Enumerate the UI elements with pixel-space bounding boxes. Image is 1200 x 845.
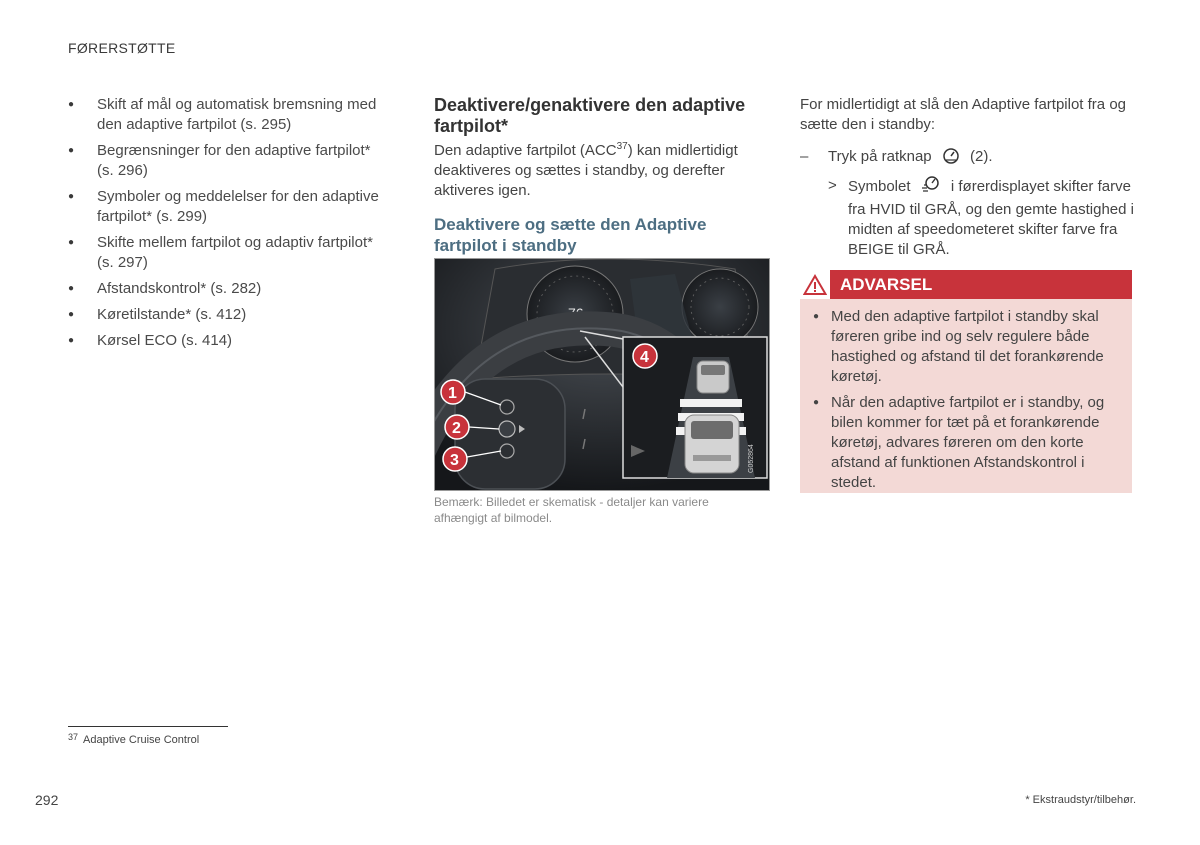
list-item[interactable]: ● Skift af mål og automatisk bremsning med den adaptive fartpilot (s. 295) [68,95,388,135]
list-item[interactable]: ● Køretilstande* (s. 412) [68,305,388,325]
list-item[interactable]: ● Begrænsninger for den adaptive fartpilot* (s. 296) [68,141,388,181]
svg-text:1: 1 [448,385,457,402]
instruction-result [800,176,1135,260]
footnote-text: Adaptive Cruise Control [83,734,200,746]
list-item[interactable]: ● Symboler og meddelelser for den adaptive fartpilot* (s. 299) [68,187,388,227]
footnote-number: 37 [68,732,79,742]
intro-text-before: Den adaptive fartpilot (ACC [434,142,617,159]
svg-text:2: 2 [452,420,461,437]
warning-header [800,270,1132,299]
main-column [434,95,769,264]
footer-note: * Ekstraudstyr/tilbehør. [1025,794,1136,806]
instructions-column [800,95,1135,260]
warning-triangle-icon [800,270,830,299]
figure-caption: Bemærk: Billedet er skematisk - detaljer kan variere afhængigt af bilmodel. [434,495,709,525]
callout-4 [633,344,657,368]
warning-item: ● Når den adaptive fartpilot er i standby, og bilen kommer for tæt på et forankørende køretøj, advares føreren om den korte afstand af funktionen Afstandskontrol i stedet. [813,393,1122,493]
result-text-after: i førerdisplayet skifter farve fra HVID til GRÅ, og den gemte hastighed i midten af speedometeret skifter farve fra BEIGE til GRÅ. [848,178,1134,258]
footnote [68,732,199,746]
footnote-divider [68,726,228,727]
svg-text:4: 4 [640,349,649,366]
step-text-before: Tryk på ratknap [828,148,932,165]
illustration-svg [435,259,769,490]
list-item[interactable]: ● Skifte mellem fartpilot og adaptiv fartpilot* (s. 297) [68,233,388,273]
list-item[interactable]: ● Afstandskontrol* (s. 282) [68,279,388,299]
result-marker: > [828,177,837,194]
page-number: 292 [35,792,59,808]
step-dash: – [800,148,809,165]
warning-title: ADVARSEL [840,274,933,294]
speed-readout: 76 [568,305,584,321]
page-header: FØRERSTØTTE [68,40,176,56]
result-text-before: Symbolet [848,178,911,195]
tachometer-gauge [682,269,758,345]
steering-wheel-illustration [434,258,770,491]
cruise-control-symbol-icon [921,176,941,200]
related-links-column [68,95,388,357]
svg-text:3: 3 [450,452,459,469]
instructions-intro: For midlertidigt at slå den Adaptive fartpilot fra og sætte den i standby: [800,96,1127,133]
instruction-step [800,147,1135,170]
intro-paragraph [434,141,769,201]
warning-list [800,299,1132,493]
section-heading: Deaktivere/genaktivere den adaptive fartpilot* [434,95,746,136]
list-item[interactable]: ● Kørsel ECO (s. 414) [68,331,388,351]
intro-text-after: ) kan midlertidigt deaktiveres og sættes i standby, og derefter aktiveres igen. [434,142,738,199]
subsection-heading: Deaktivere og sætte den Adaptive fartpilot i standby [434,215,707,255]
step-text-after: (2). [970,148,993,165]
warning-item: ● Med den adaptive fartpilot i standby skal føreren gribe ind og selv regulere både hastighed og afstand til det forankørende køretøj. [813,307,1122,387]
steering-wheel-cruise-button-icon [942,148,960,170]
footnote-ref[interactable]: 37 [616,141,628,152]
related-links-list [68,95,388,351]
warning-box [800,270,1132,493]
figure-code: G052864 [748,444,755,473]
